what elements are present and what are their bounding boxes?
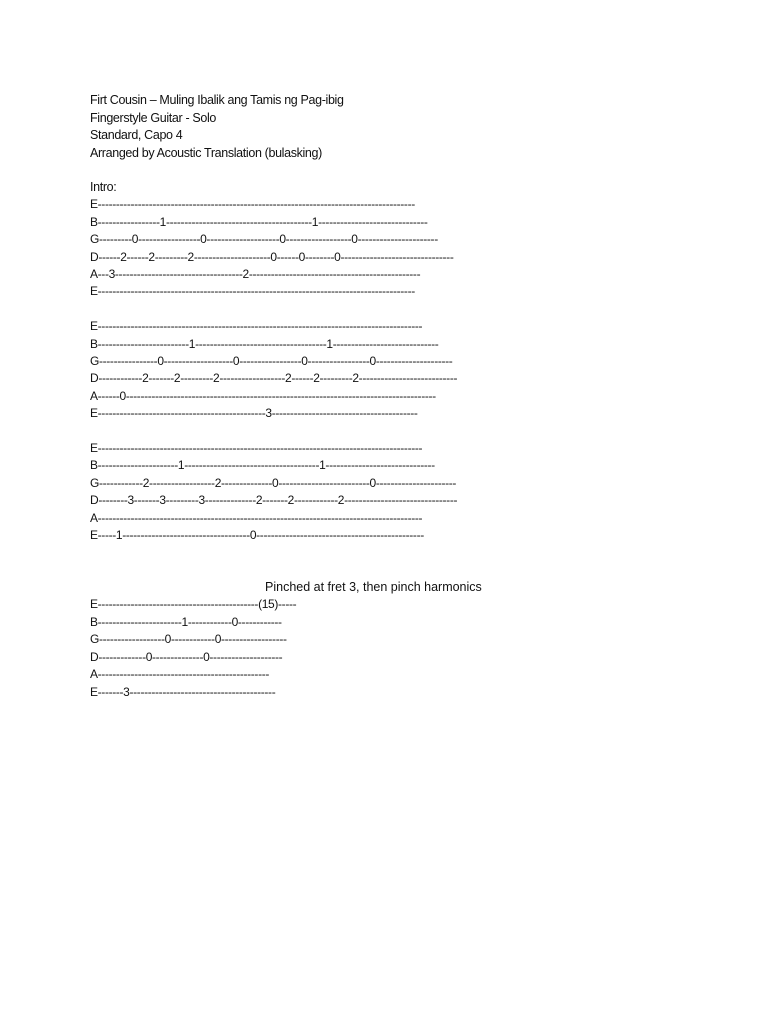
tab-string-line: D------------2-------2---------2------------------2------2---------2--------------------------- xyxy=(90,371,458,385)
tab-string-line: G------------------0------------0------------------ xyxy=(90,632,287,646)
tab-string-line: D------2------2---------2---------------------0------0--------0------------------------------- xyxy=(90,250,454,264)
tab-string-line: E----------------------------------------------3---------------------------------------- xyxy=(90,406,418,420)
song-title: Firt Cousin – Muling Ibalik ang Tamis ng Pag-ibig xyxy=(90,93,344,107)
tab-string-line: G---------0-----------------0--------------------0------------------0---------------------- xyxy=(90,232,438,246)
tab-string-line: D-------------0--------------0-------------------- xyxy=(90,650,283,664)
song-style: Fingerstyle Guitar - Solo xyxy=(90,111,217,125)
tab-string-line: E--------------------------------------------------------------------------------------- xyxy=(90,197,415,211)
tab-string-line: D--------3-------3---------3--------------2-------2------------2------------------------------- xyxy=(90,493,458,507)
tab-string-line: A---3-----------------------------------2----------------------------------------------- xyxy=(90,267,421,281)
tab-string-line: G----------------0-------------------0-----------------0-----------------0--------------------- xyxy=(90,354,453,368)
arranger-credit: Arranged by Acoustic Translation (bulasking) xyxy=(90,146,322,160)
performance-note: Pinched at fret 3, then pinch harmonics xyxy=(265,580,482,594)
tab-string-line: G------------2------------------2--------------0-------------------------0---------------------- xyxy=(90,476,457,490)
tuning-capo: Standard, Capo 4 xyxy=(90,128,183,142)
tab-string-line: E-------3---------------------------------------- xyxy=(90,685,276,699)
tab-string-line: A----------------------------------------------- xyxy=(90,667,270,681)
tab-string-line: E--------------------------------------------------------------------------------------- xyxy=(90,284,415,298)
tab-string-line: E----------------------------------------------------------------------------------------- xyxy=(90,441,423,455)
tab-string-line: A------0------------------------------------------------------------------------------------- xyxy=(90,389,436,403)
tab-string-line: E--------------------------------------------(15)----- xyxy=(90,597,297,611)
tab-string-line: A----------------------------------------------------------------------------------------- xyxy=(90,511,423,525)
tab-string-line: B-----------------------1------------0------------ xyxy=(90,615,282,629)
tab-string-line: B-------------------------1------------------------------------1----------------------------- xyxy=(90,337,439,351)
tab-string-line: E----------------------------------------------------------------------------------------- xyxy=(90,319,423,333)
tab-string-line: E-----1-----------------------------------0---------------------------------------------- xyxy=(90,528,424,542)
intro-label: Intro: xyxy=(90,180,117,194)
tab-string-line: B----------------------1-------------------------------------1------------------------------ xyxy=(90,458,435,472)
tab-string-line: B-----------------1----------------------------------------1------------------------------ xyxy=(90,215,428,229)
